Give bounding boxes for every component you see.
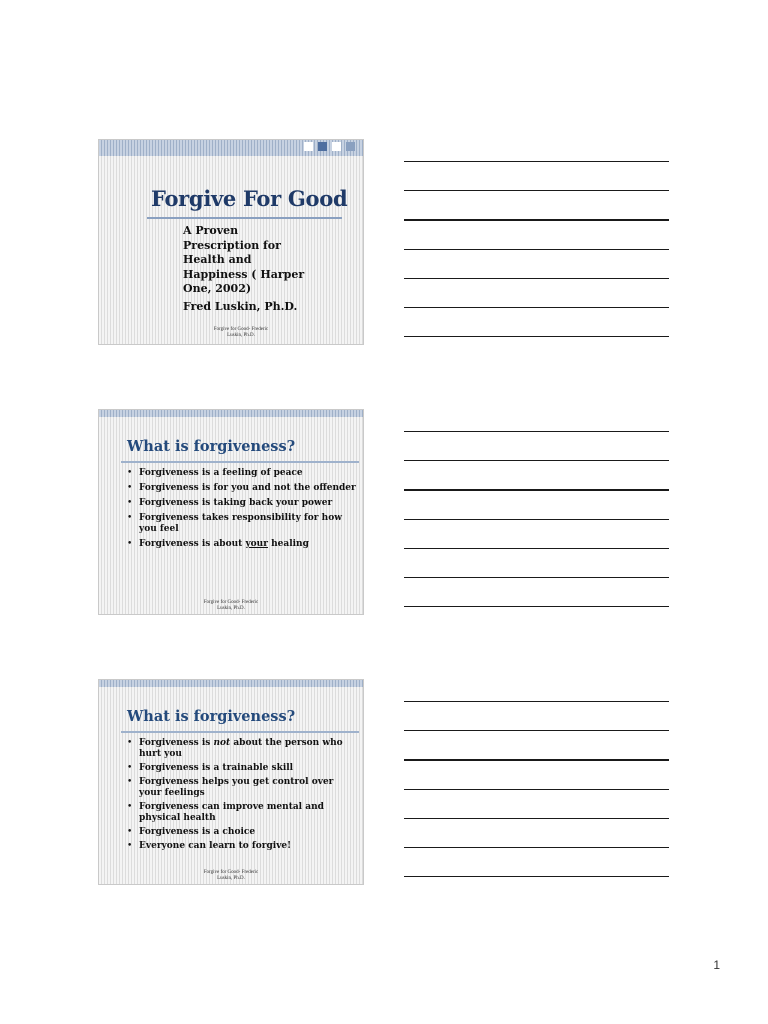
slide-1-thumbnail	[98, 139, 364, 345]
slide-header-band	[99, 410, 363, 417]
bullet-text: Forgiveness is a trainable skill	[139, 763, 294, 773]
bullet-item	[127, 841, 359, 852]
bullet-text-underlined: your	[245, 539, 268, 549]
slide-1-subtitle	[183, 224, 333, 297]
page-number: 1	[713, 958, 720, 972]
title-underline	[121, 731, 359, 733]
bullet-marker: •	[127, 802, 133, 812]
bullet-item	[127, 513, 359, 535]
slide-1-title: Forgive For Good	[151, 186, 348, 211]
bullet-text-pre: Forgiveness is	[139, 738, 214, 748]
bullet-text: Everyone can learn to forgive!	[139, 841, 292, 851]
slide-2-bullet-list	[127, 468, 359, 554]
note-line	[404, 431, 669, 432]
slide-header-band	[99, 140, 363, 156]
note-line	[404, 519, 669, 520]
subtitle-line: A Proven	[183, 224, 239, 237]
footer-line: Forgive for Good- Frederic	[203, 600, 259, 605]
bullet-text: Forgiveness is a feeling of peace	[139, 468, 303, 478]
bullet-text: Forgiveness takes responsibility for how you feel	[139, 513, 342, 534]
slide-2-title: What is forgiveness?	[127, 438, 296, 455]
footer-line: Luskin, Ph.D.	[217, 876, 245, 881]
bullet-text: Forgiveness is taking back your power	[139, 498, 333, 508]
title-underline	[147, 217, 342, 219]
footer-line: Forgive for Good- Frederic	[203, 870, 259, 875]
slide-1-author: Fred Luskin, Ph.D.	[183, 300, 298, 313]
bullet-text: Forgiveness is for you and not the offender	[139, 483, 356, 493]
bullet-marker: •	[127, 738, 133, 748]
note-line	[404, 847, 669, 848]
bullet-marker: •	[127, 498, 133, 508]
note-line	[404, 460, 669, 461]
slide-3-title: What is forgiveness?	[127, 708, 296, 725]
band-square-2	[318, 142, 327, 151]
bullet-item	[127, 827, 359, 838]
footer-line: Luskin, Ph.D.	[227, 333, 255, 338]
bullet-text: Forgiveness can improve mental and physical health	[139, 802, 324, 823]
bullet-text-post: about the person who hurt you	[139, 738, 343, 759]
note-line	[404, 219, 669, 221]
bullet-item	[127, 483, 359, 494]
subtitle-line: One, 2002)	[183, 282, 252, 295]
slide-3-bullet-list	[127, 738, 359, 855]
bullet-marker: •	[127, 539, 133, 549]
slide-3-thumbnail	[98, 679, 364, 885]
note-line	[404, 489, 669, 491]
bullet-item	[127, 763, 359, 774]
note-line	[404, 730, 669, 731]
note-line	[404, 577, 669, 578]
footer-line: Forgive for Good- Frederic	[213, 327, 269, 332]
bullet-item	[127, 738, 359, 760]
bullet-marker: •	[127, 841, 133, 851]
slide-header-band	[99, 680, 363, 687]
subtitle-line: Happiness ( Harper	[183, 267, 305, 281]
slide-2-thumbnail	[98, 409, 364, 615]
note-line	[404, 701, 669, 702]
footer-line: Luskin, Ph.D.	[217, 606, 245, 611]
bullet-text-italic: not	[213, 738, 231, 748]
bullet-marker: •	[127, 468, 133, 478]
note-line	[404, 190, 669, 191]
note-line	[404, 789, 669, 790]
note-line	[404, 548, 669, 549]
note-line	[404, 336, 669, 337]
bullet-item	[127, 802, 359, 824]
note-line	[404, 759, 669, 761]
note-line	[404, 161, 669, 162]
bullet-marker: •	[127, 827, 133, 837]
bullet-marker: •	[127, 483, 133, 493]
bullet-text: Forgiveness helps you get control over your feelings	[139, 777, 334, 798]
bullet-text-pre: Forgiveness is about	[139, 539, 246, 549]
slide-3-footer	[99, 870, 363, 882]
bullet-text: Forgiveness is a choice	[139, 827, 256, 837]
note-line	[404, 278, 669, 279]
bullet-item	[127, 468, 359, 479]
subtitle-line: Prescription for	[183, 238, 281, 252]
bullet-item	[127, 498, 359, 509]
slide-1-footer	[109, 327, 364, 339]
note-line	[404, 307, 669, 308]
note-line	[404, 818, 669, 819]
band-square-1	[304, 142, 313, 151]
subtitle-line: Health and	[183, 253, 252, 266]
bullet-item	[127, 539, 359, 550]
note-line	[404, 876, 669, 877]
bullet-item	[127, 777, 359, 799]
slide-2-footer	[99, 600, 363, 612]
note-line	[404, 606, 669, 607]
bullet-text-post: healing	[267, 539, 309, 549]
note-line	[404, 249, 669, 250]
bullet-marker: •	[127, 513, 133, 523]
band-square-3	[332, 142, 341, 151]
title-underline	[121, 461, 359, 463]
bullet-marker: •	[127, 777, 133, 787]
bullet-marker: •	[127, 763, 133, 773]
band-square-4	[346, 142, 355, 151]
